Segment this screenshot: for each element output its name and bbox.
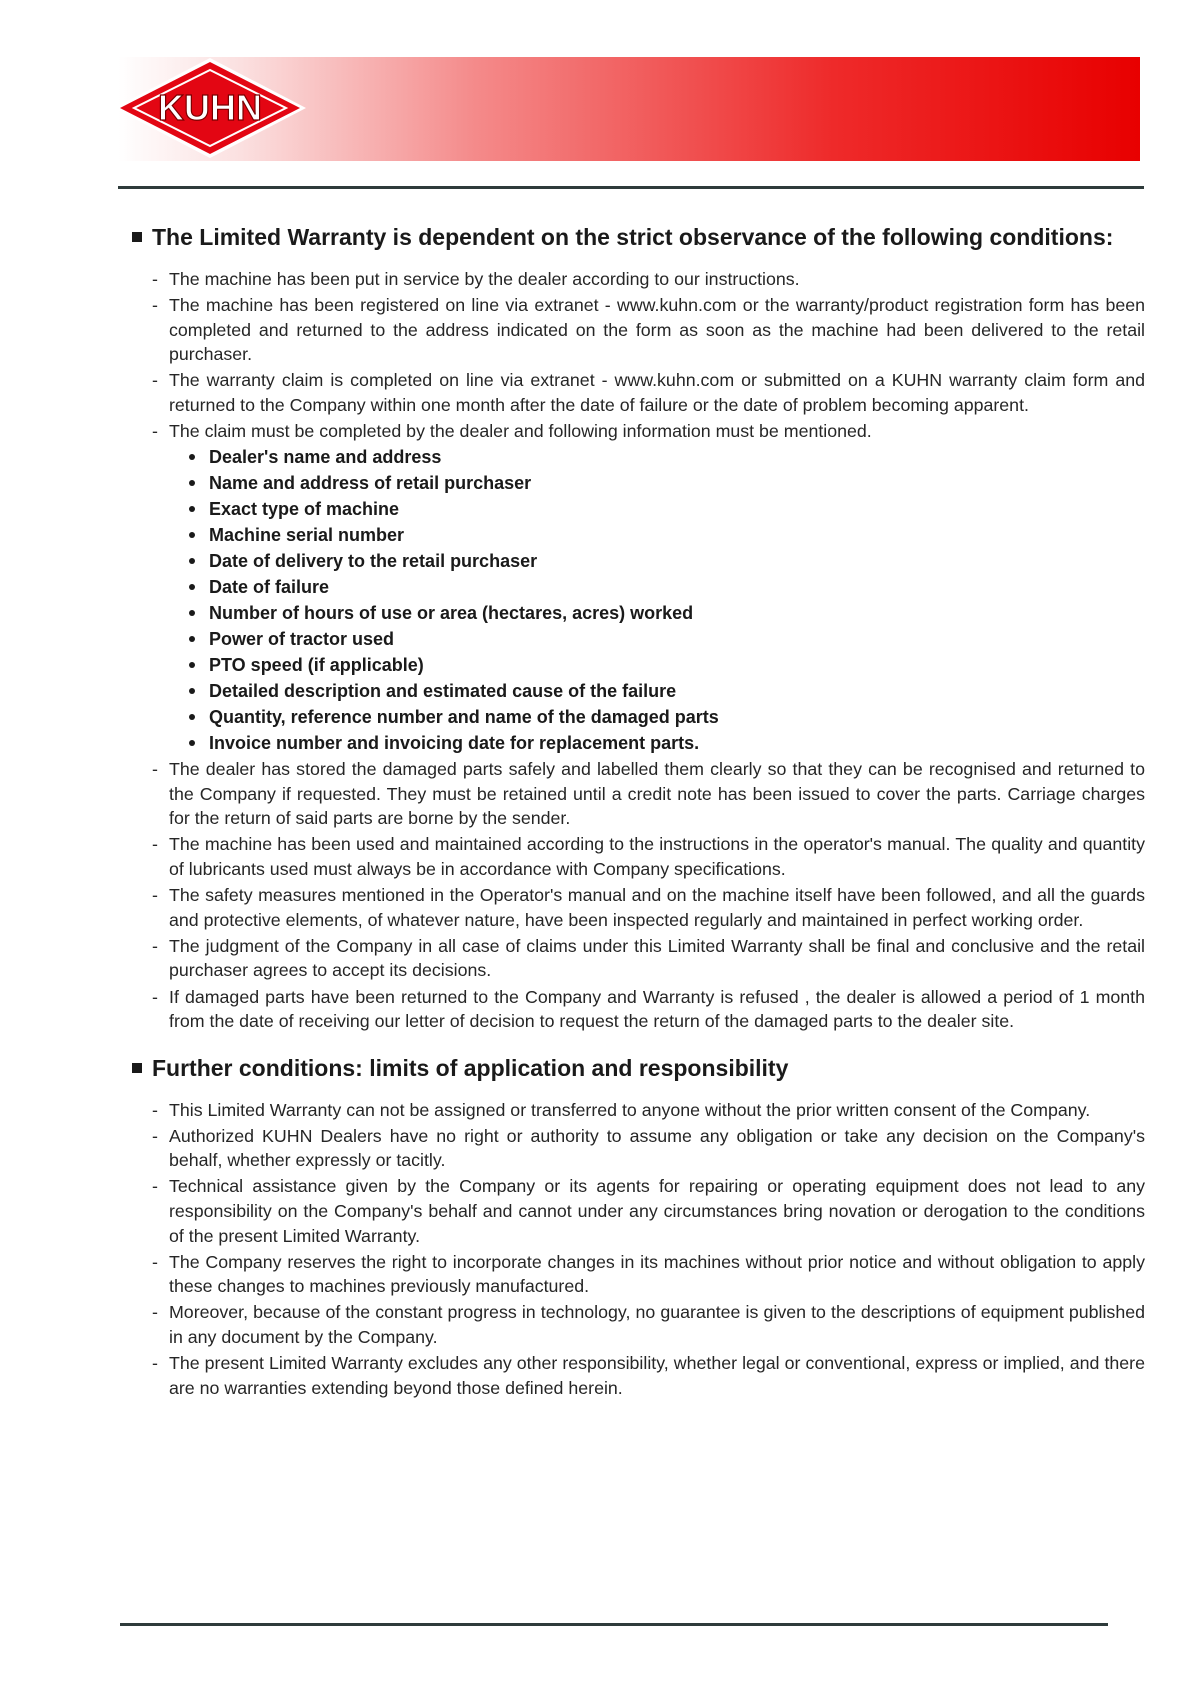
section-1-title: The Limited Warranty is dependent on the strict observance of the following conditions: (152, 224, 1114, 250)
kuhn-logo (110, 56, 310, 160)
section-2-list (130, 1098, 1145, 1401)
square-bullet-icon (132, 1063, 142, 1073)
bottom-divider (120, 1623, 1108, 1626)
list-item: - Authorized KUHN Dealers have no right or authority to assume any obligation or take any decision on the Company's behalf, whether expressly or tacitly. (152, 1124, 1145, 1173)
list-item: - The machine has been used and maintained according to the instructions in the operator's manual. The quality and quantity of lubricants used must always be in accordance with Company specifications. (152, 832, 1145, 881)
section-1-list (130, 267, 1145, 1034)
required-info-item: Date of delivery to the retail purchaser (186, 548, 1145, 574)
section-1-heading (130, 225, 1145, 249)
list-item: - The dealer has stored the damaged parts safely and labelled them clearly so that they can be recognised and returned to the Company if requested. They must be retained until a credit note has been issued to cover the parts. Carriage charges for the return of said parts are borne by the sender. (152, 757, 1145, 831)
list-item: - The safety measures mentioned in the Operator's manual and on the machine itself have been followed, and all the guards and protective elements, of whatever nature, have been inspected regularly and maintained in perfect working order. (152, 883, 1145, 932)
required-info-item: Name and address of retail purchaser (186, 470, 1145, 496)
warranty-content (130, 225, 1145, 1402)
section-2-title: Further conditions: limits of application and responsibility (152, 1054, 789, 1081)
list-item: - This Limited Warranty can not be assigned or transferred to anyone without the prior written consent of the Company. (152, 1098, 1145, 1123)
logo-text: KUHN (158, 87, 262, 128)
top-divider (118, 186, 1144, 189)
section-2-heading (130, 1056, 1145, 1080)
square-bullet-icon (132, 232, 142, 242)
list-item: - The machine has been put in service by the dealer according to our instructions. (152, 267, 1145, 292)
required-info-list (169, 444, 1145, 756)
list-item: - The Company reserves the right to incorporate changes in its machines without prior notice and without obligation to apply these changes to machines previously manufactured. (152, 1250, 1145, 1299)
required-info-item: PTO speed (if applicable) (186, 652, 1145, 678)
required-info-item: Dealer's name and address (186, 444, 1145, 470)
required-info-item: Exact type of machine (186, 496, 1145, 522)
required-info-item: Quantity, reference number and name of the damaged parts (186, 704, 1145, 730)
list-item: - The machine has been registered on line via extranet - www.kuhn.com or the warranty/product registration form has been completed and returned to the address indicated on the form as soon as the machine had been delivered to the retail purchaser. (152, 293, 1145, 367)
list-item: - The present Limited Warranty excludes any other responsibility, whether legal or conventional, express or implied, and there are no warranties extending beyond those defined herein. (152, 1351, 1145, 1400)
list-item: - The warranty claim is completed on line via extranet - www.kuhn.com or submitted on a KUHN warranty claim form and returned to the Company within one month after the date of failure or the date of problem becoming apparent. (152, 368, 1145, 417)
required-info-item: Number of hours of use or area (hectares, acres) worked (186, 600, 1145, 626)
required-info-item: Machine serial number (186, 522, 1145, 548)
required-info-item: Date of failure (186, 574, 1145, 600)
list-item: - If damaged parts have been returned to the Company and Warranty is refused , the dealer is allowed a period of 1 month from the date of receiving our letter of decision to request the return of the damaged parts to the dealer site. (152, 985, 1145, 1034)
required-info-item: Invoice number and invoicing date for replacement parts. (186, 730, 1145, 756)
list-item: - Technical assistance given by the Company or its agents for repairing or operating equipment does not lead to any responsibility on the Company's behalf and cannot under any circumstances bring novation or derogation to the conditions of the present Limited Warranty. (152, 1174, 1145, 1248)
list-item: - Moreover, because of the constant progress in technology, no guarantee is given to the descriptions of equipment published in any document by the Company. (152, 1300, 1145, 1349)
required-info-item: Detailed description and estimated cause of the failure (186, 678, 1145, 704)
required-info-item: Power of tractor used (186, 626, 1145, 652)
claim-info-intro: The claim must be completed by the dealer and following information must be mentioned. (169, 421, 872, 442)
list-item: - The judgment of the Company in all case of claims under this Limited Warranty shall be final and conclusive and the retail purchaser agrees to accept its decisions. (152, 934, 1145, 983)
list-item-claim-info (152, 419, 1145, 756)
